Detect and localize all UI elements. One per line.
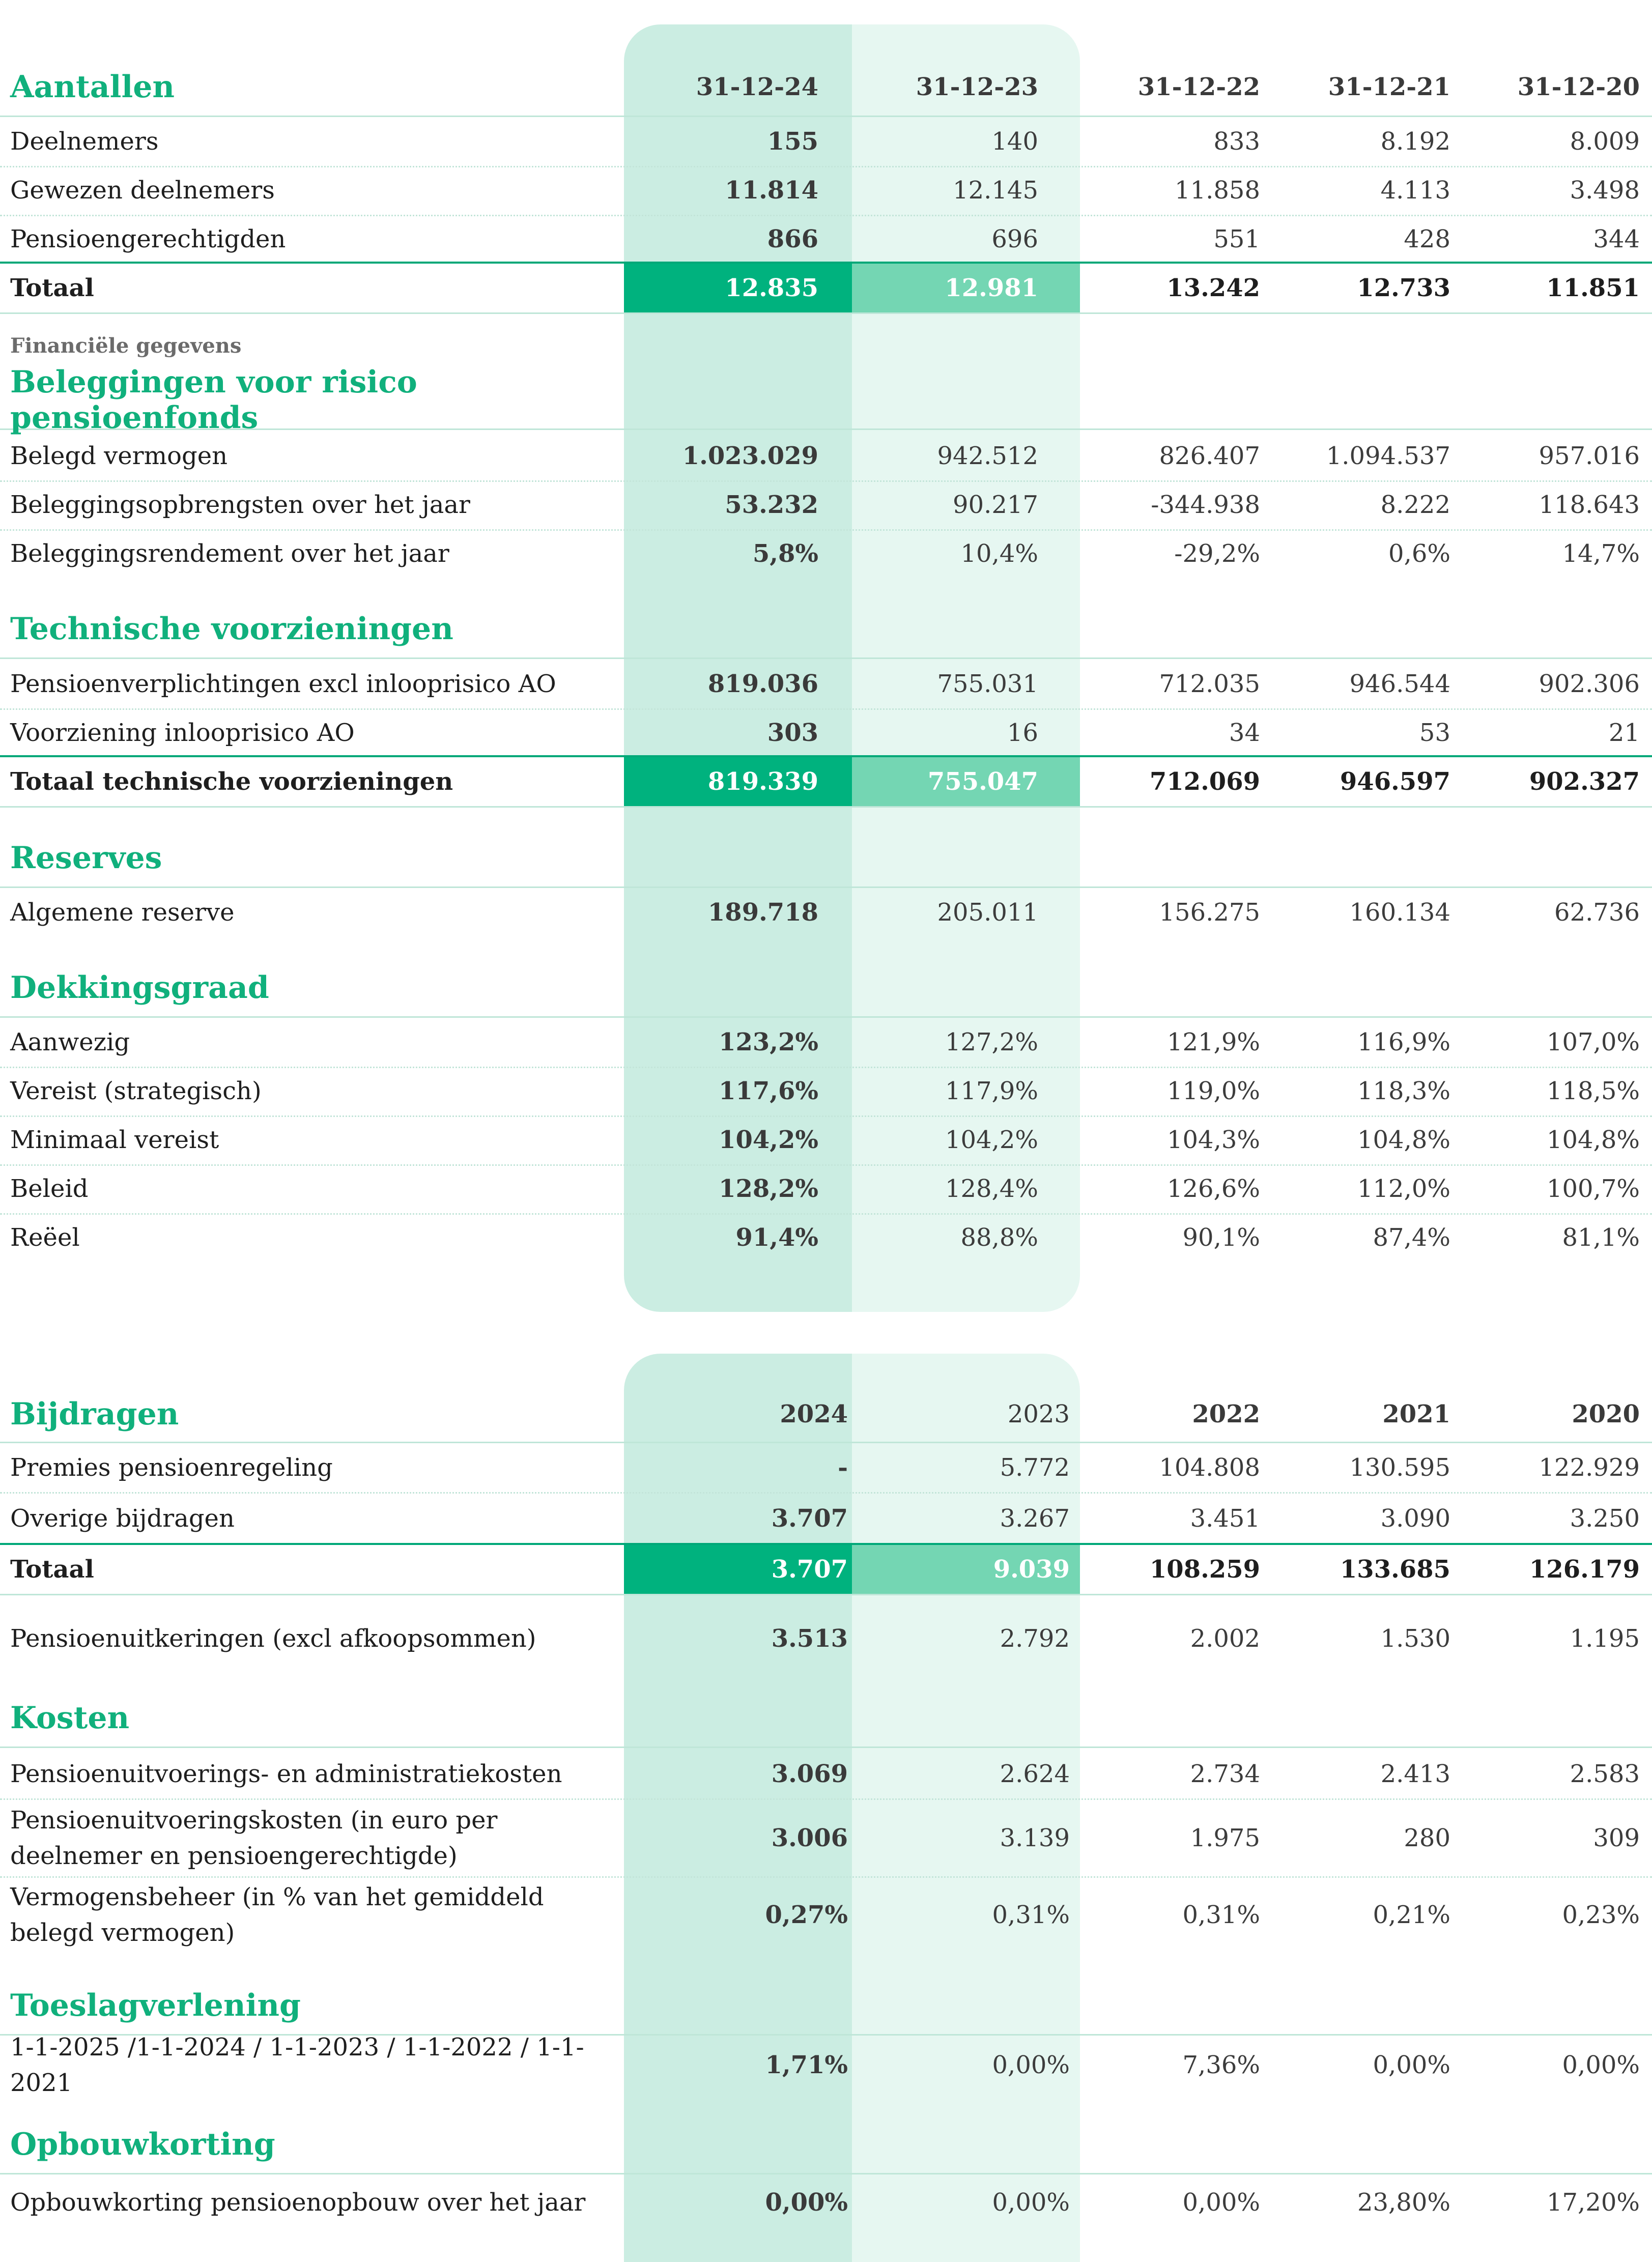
column-header: 31-12-21	[1328, 73, 1450, 101]
table-row	[0, 117, 1652, 167]
table-cell: 2.792	[1000, 1624, 1070, 1653]
section-header-dekkingsgraad	[0, 959, 1652, 1018]
table-cell: 0,00%	[765, 2188, 848, 2217]
table-cell: 0,00%	[992, 2188, 1070, 2217]
table-cell: 3.090	[1380, 1504, 1450, 1533]
table-cell: 902.306	[1539, 670, 1640, 698]
table-cell: 53	[1419, 719, 1450, 747]
table-row	[0, 215, 1652, 264]
table-row	[0, 1115, 1652, 1166]
row-label: Premies pensioenregeling	[10, 1453, 333, 1482]
table-cell: 117,6%	[719, 1077, 818, 1105]
subheading-label: Financiële gegevens	[10, 334, 242, 358]
row-label: Pensioenuitvoeringskosten (in euro per deelnemer en pensioengerechtigde)	[10, 1806, 498, 1870]
table-cell: 0,00%	[1562, 2051, 1640, 2079]
table-cell: 118,3%	[1357, 1077, 1450, 1105]
column-header: 2023	[1007, 1400, 1070, 1428]
table-cell: 23,80%	[1357, 2188, 1450, 2217]
column-header: 2020	[1572, 1400, 1640, 1428]
table-cell: 942.512	[937, 442, 1038, 470]
table-cell: 12.981	[852, 264, 1080, 312]
table-cell: 712.069	[1149, 767, 1260, 796]
table-row	[0, 1614, 1652, 1663]
table-cell: 112,0%	[1357, 1175, 1450, 1203]
section-title: Technische voorzieningen	[10, 611, 453, 647]
table-cell: 8.009	[1570, 127, 1640, 156]
row-label: Vereist (strategisch)	[10, 1077, 262, 1105]
table-cell: 118,5%	[1546, 1077, 1640, 1105]
table-cell: 205.011	[937, 898, 1038, 927]
table-cell: 8.192	[1380, 127, 1450, 156]
table-cell: 104,8%	[1546, 1126, 1640, 1154]
table-cell: 0,21%	[1373, 1901, 1450, 1929]
section-title: Beleggingen voor risico pensioenfonds	[10, 364, 417, 436]
total-row	[0, 1543, 1652, 1595]
table-cell: 4.113	[1380, 176, 1450, 205]
table-cell: 833	[1213, 127, 1260, 156]
table-cell: 3.069	[771, 1760, 848, 1788]
table-row	[0, 166, 1652, 216]
table-row	[0, 1164, 1652, 1215]
table-cell: 9.039	[852, 1545, 1080, 1594]
table-cell: 3.006	[771, 1824, 848, 1852]
table-cell: 121,9%	[1166, 1028, 1260, 1056]
table-cell: 3.250	[1570, 1504, 1640, 1533]
table-cell: 62.736	[1554, 898, 1640, 927]
table-cell: 1,71%	[765, 2051, 848, 2079]
table-cell: 712.035	[1159, 670, 1260, 698]
section-header-aantallen	[0, 59, 1652, 117]
total-row	[0, 755, 1652, 808]
table-row	[0, 1750, 1652, 1800]
table-cell: 3.451	[1190, 1504, 1260, 1533]
table-cell: 3.707	[771, 1504, 848, 1533]
table-cell: 1.530	[1380, 1624, 1450, 1653]
table-cell: 0,31%	[992, 1901, 1070, 1929]
table-row	[0, 1877, 1652, 1953]
table-cell: 104,2%	[719, 1126, 818, 1154]
table-cell: 108.259	[1149, 1555, 1260, 1584]
table-cell: 87,4%	[1373, 1223, 1450, 1252]
table-cell: 90,1%	[1182, 1223, 1260, 1252]
table-cell: 117,9%	[945, 1077, 1038, 1105]
table-cell: 104.808	[1159, 1453, 1260, 1482]
table-cell: 819.036	[707, 670, 818, 698]
table-row	[0, 2178, 1652, 2227]
table-cell: 826.407	[1159, 442, 1260, 470]
table-cell: 551	[1213, 225, 1260, 253]
row-label: Beleggingsrendement over het jaar	[10, 539, 449, 568]
table-cell: 11.858	[1175, 176, 1260, 205]
row-label: Pensioenverplichtingen excl inlooprisico AO	[10, 670, 556, 698]
table-cell: 1.023.029	[682, 442, 818, 470]
table-cell: 5.772	[1000, 1453, 1070, 1482]
section-title: Bijdragen	[10, 1396, 179, 1432]
table-cell: 81,1%	[1562, 1223, 1640, 1252]
table-cell: 88,8%	[960, 1223, 1038, 1252]
table-cell: 53.232	[725, 491, 818, 519]
table-cell: 819.339	[624, 757, 852, 806]
table-cell: 128,2%	[719, 1175, 818, 1203]
table-cell: 17,20%	[1546, 2188, 1640, 2217]
section-header-bijdragen	[0, 1387, 1652, 1443]
row-label: Pensioenuitkeringen (excl afkoopsommen)	[10, 1624, 536, 1653]
section-header-opbouwkorting	[0, 2116, 1652, 2174]
table-cell: 100,7%	[1546, 1175, 1640, 1203]
table-cell: 16	[1007, 719, 1038, 747]
column-header: 31-12-20	[1517, 73, 1640, 101]
table-row	[0, 660, 1652, 710]
table-cell: 12.145	[953, 176, 1038, 205]
column-header: 31-12-23	[916, 73, 1038, 101]
table-cell: 116,9%	[1357, 1028, 1450, 1056]
row-label: Gewezen deelnemers	[10, 176, 275, 205]
table-cell: 34	[1229, 719, 1260, 747]
table-cell: 155	[767, 127, 818, 156]
section-header-toeslagverlening	[0, 1977, 1652, 2036]
table-cell: 2.734	[1190, 1760, 1260, 1788]
table-cell: 123,2%	[719, 1028, 818, 1056]
table-cell: -344.938	[1151, 491, 1260, 519]
table-row	[0, 1443, 1652, 1494]
row-label: Voorziening inlooprisico AO	[10, 719, 355, 747]
table-cell: 280	[1404, 1824, 1450, 1852]
table-cell: 12.733	[1357, 274, 1450, 302]
table-cell: 755.031	[937, 670, 1038, 698]
row-label: Pensioenuitvoerings- en administratiekosten	[10, 1760, 562, 1788]
table-cell: 13.242	[1166, 274, 1260, 302]
table-cell: 2.583	[1570, 1760, 1640, 1788]
section-title: Dekkingsgraad	[10, 970, 269, 1006]
table-cell: 3.267	[1000, 1504, 1070, 1533]
column-header: 2021	[1382, 1400, 1450, 1428]
table-cell: 160.134	[1349, 898, 1450, 927]
table-cell: 303	[767, 719, 818, 747]
table-cell: 140	[991, 127, 1038, 156]
table-row	[0, 1067, 1652, 1117]
row-label: Vermogensbeheer (in % van het gemiddeld belegd vermogen)	[10, 1883, 544, 1947]
table-cell: 130.595	[1349, 1453, 1450, 1482]
row-label: Deelnemers	[10, 127, 159, 156]
row-label: 1-1-2025 /1-1-2024 / 1-1-2023 / 1-1-2022 / 1-1-2021	[10, 2033, 584, 2097]
section-title: Kosten	[10, 1700, 130, 1736]
section-title: Reserves	[10, 840, 162, 876]
row-label: Minimaal vereist	[10, 1126, 219, 1154]
table-cell: 126.179	[1529, 1555, 1640, 1584]
table-cell: 0,00%	[992, 2051, 1070, 2079]
row-label: Algemene reserve	[10, 898, 235, 927]
table-cell: 127,2%	[945, 1028, 1038, 1056]
section-title: Toeslagverlening	[10, 1988, 301, 2023]
table-row	[0, 888, 1652, 937]
table-cell: 946.597	[1340, 767, 1450, 796]
table-cell: 946.544	[1349, 670, 1450, 698]
row-label: Beleggingsopbrengsten over het jaar	[10, 491, 470, 519]
table-cell: 90.217	[953, 491, 1038, 519]
table-cell: 128,4%	[945, 1175, 1038, 1203]
table-cell: 91,4%	[735, 1223, 818, 1252]
column-header: 2022	[1192, 1400, 1260, 1428]
table-cell: 3.139	[1000, 1824, 1070, 1852]
table-cell: 156.275	[1159, 898, 1260, 927]
section-title: Opbouwkorting	[10, 2127, 275, 2162]
row-label: Opbouwkorting pensioenopbouw over het jaar	[10, 2188, 586, 2217]
table-row	[0, 1800, 1652, 1878]
table-cell: 0,23%	[1562, 1901, 1640, 1929]
table-cell: 21	[1608, 719, 1640, 747]
column-header: 31-12-24	[696, 73, 818, 101]
table-row	[0, 708, 1652, 757]
table-cell: 344	[1593, 225, 1640, 253]
row-label: Totaal	[10, 1555, 94, 1584]
table-cell: 126,6%	[1166, 1175, 1260, 1203]
table-cell: 0,00%	[1182, 2188, 1260, 2217]
column-header: 31-12-22	[1137, 73, 1260, 101]
row-label: Totaal	[10, 274, 94, 302]
table-cell: 1.094.537	[1326, 442, 1450, 470]
total-row	[0, 262, 1652, 314]
section-header-technische	[0, 600, 1652, 659]
section-title: Aantallen	[10, 69, 175, 105]
section-header-reserves	[0, 829, 1652, 888]
table-cell: 1.195	[1570, 1624, 1640, 1653]
table-cell: 866	[767, 225, 818, 253]
table-cell: 12.835	[624, 264, 852, 312]
table-row	[0, 1213, 1652, 1262]
table-cell: 133.685	[1340, 1555, 1450, 1584]
table-row	[0, 529, 1652, 578]
row-label: Overige bijdragen	[10, 1504, 235, 1533]
row-label: Reëel	[10, 1223, 80, 1252]
table-cell: 3.498	[1570, 176, 1640, 205]
table-cell: 104,8%	[1357, 1126, 1450, 1154]
table-cell: 5,8%	[752, 539, 818, 568]
row-label: Belegd vermogen	[10, 442, 228, 470]
table-cell: -	[838, 1453, 848, 1482]
table-cell: 3.513	[771, 1624, 848, 1653]
table-cell: 1.975	[1190, 1824, 1260, 1852]
table-cell: -29,2%	[1174, 539, 1260, 568]
table-cell: 0,31%	[1182, 1901, 1260, 1929]
table-cell: 309	[1593, 1824, 1640, 1852]
section-header-beleggingen	[0, 364, 1652, 436]
section-header-kosten	[0, 1690, 1652, 1748]
table-cell: 2.624	[1000, 1760, 1070, 1788]
table-cell: 119,0%	[1166, 1077, 1260, 1105]
table-cell: 11.814	[725, 176, 818, 205]
row-label: Totaal technische voorzieningen	[10, 767, 453, 796]
table-cell: 696	[991, 225, 1038, 253]
table-cell: 7,36%	[1182, 2051, 1260, 2079]
table-row	[0, 1494, 1652, 1543]
table-cell: 0,6%	[1388, 539, 1450, 568]
table-cell: 118.643	[1539, 491, 1640, 519]
table-cell: 755.047	[852, 757, 1080, 806]
table-row	[0, 480, 1652, 531]
table-row	[0, 1018, 1652, 1068]
table-cell: 104,3%	[1166, 1126, 1260, 1154]
table-cell: 3.707	[624, 1545, 852, 1594]
row-label: Beleid	[10, 1175, 89, 1203]
table-cell: 428	[1404, 225, 1450, 253]
table-row	[0, 432, 1652, 482]
table-cell: 2.002	[1190, 1624, 1260, 1653]
table-cell: 14,7%	[1562, 539, 1640, 568]
column-header: 2024	[780, 1400, 848, 1428]
table-cell: 10,4%	[960, 539, 1038, 568]
table-row	[0, 2033, 1652, 2097]
table-cell: 189.718	[707, 898, 818, 927]
table-cell: 902.327	[1529, 767, 1640, 796]
row-label: Aanwezig	[10, 1028, 130, 1056]
table-cell: 104,2%	[945, 1126, 1038, 1154]
row-label: Pensioengerechtigden	[10, 225, 286, 253]
table-cell: 8.222	[1380, 491, 1450, 519]
table-cell: 2.413	[1380, 1760, 1450, 1788]
subheading	[0, 326, 1652, 366]
table-cell: 957.016	[1539, 442, 1640, 470]
table-cell: 122.929	[1539, 1453, 1640, 1482]
table-cell: 0,27%	[765, 1901, 848, 1929]
table-cell: 107,0%	[1546, 1028, 1640, 1056]
table-cell: 0,00%	[1373, 2051, 1450, 2079]
table-cell: 11.851	[1546, 274, 1640, 302]
